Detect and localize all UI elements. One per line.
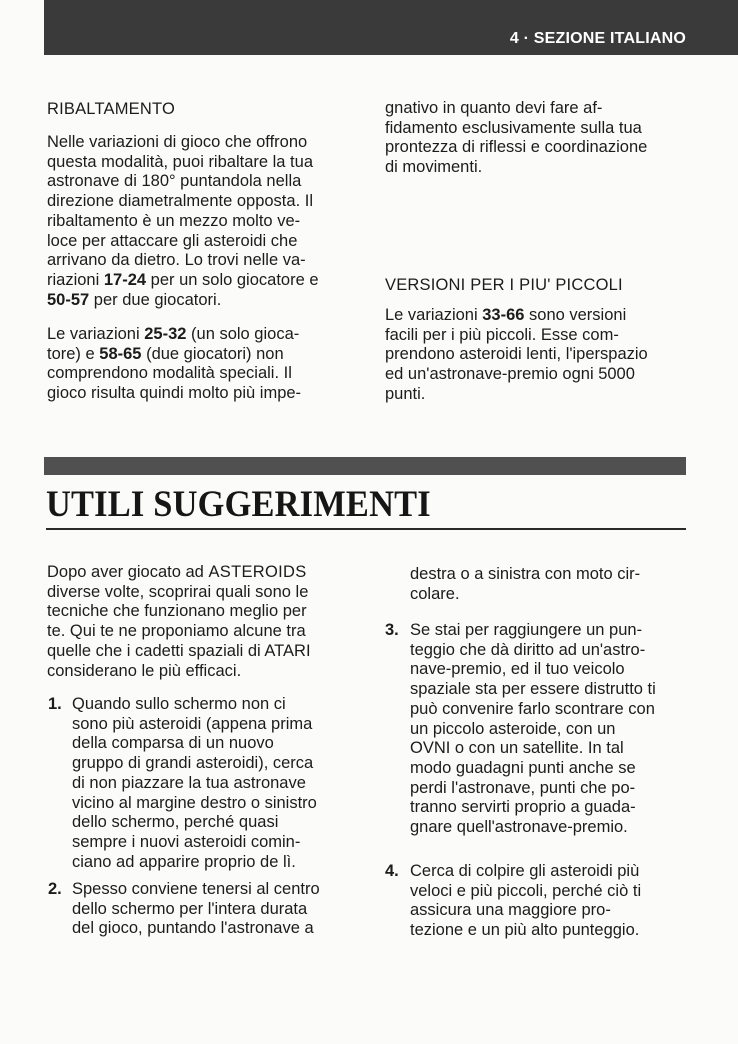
game-name: ASTEROIDS	[208, 563, 307, 581]
tip-2-continuation: destra o a sinistra con moto cir- colare.	[410, 565, 641, 603]
tip-1: Quando sullo schermo non ci sono più asteroidi (appena prima della comparsa di un nuovo gruppo di grandi asteroidi), cerca di non piazzare la tua astronave vicino al margine destro o sinistro dello schermo, perché quasi sempre i nuovi asteroidi comin- ciano ad apparire proprio de lì.	[72, 695, 317, 871]
paragraph-versioni	[385, 306, 648, 405]
text-run: Nelle variazioni di gioco che offrono questa modalità, puoi ribaltare la tua astronave di 180° puntandola nella direzione diametralmente opposta. Il ribaltamento è un mezzo molto ve- loce per attaccare gli asteroidi che arrivano da dietro. Lo trovi nelle va- riazioni	[47, 133, 313, 289]
tips-intro	[47, 563, 311, 681]
variation-range: 58-65	[99, 344, 142, 363]
paragraph-variazioni	[47, 325, 301, 404]
text-run: sono versioni facili per i più piccoli. Esse com- prendono asteroidi lenti, l'iperspazio ed un'astronave-premio ogni 5000 punti.	[385, 306, 648, 403]
list-number: 1.	[48, 695, 62, 713]
variation-range: 50-57	[47, 290, 90, 309]
variation-range: 25-32	[144, 325, 187, 343]
text-run: Dopo aver giocato ad	[47, 563, 209, 581]
text-run: per un solo giocatore e	[150, 270, 319, 289]
variation-range: 17-24	[103, 270, 147, 289]
variation-range: 33-66	[482, 306, 525, 324]
section-title: UTILI SUGGERIMENTI	[46, 484, 431, 525]
text-run: per due giocatori.	[89, 290, 222, 309]
text-run: (un solo gioca- tore) e	[47, 325, 300, 363]
tip-2: Spesso conviene tenersi al centro dello schermo per l'intera durata del gioco, puntando l'astronave a	[72, 880, 320, 938]
title-rule	[46, 528, 686, 530]
paragraph-continuation: gnativo in quanto devi fare af- fidamento esclusivamente sulla tua prontezza di riflessi e coordinazione di movimenti.	[385, 99, 648, 177]
paragraph-ribaltamento	[47, 133, 319, 310]
list-number: 3.	[385, 621, 399, 639]
text-run: Le variazioni	[385, 306, 483, 324]
heading-versioni: VERSIONI PER I PIU' PICCOLI	[385, 276, 623, 294]
list-number: 4.	[385, 862, 399, 880]
heading-ribaltamento: RIBALTAMENTO	[47, 100, 176, 118]
section-divider-band	[44, 457, 686, 475]
tip-3: Se stai per raggiungere un pun- teggio che dà diritto ad un'astro- nave-premio, ed il tuo veicolo spaziale sta per essere distrutto ti può convenire farlo scontrare con un piccolo asteroide, con un OVNI o con un satellite. In tal modo guadagni punti anche se perdi l'astronave, punti che po- tranno servirti proprio a guada- gnare quell'astronave-premio.	[410, 621, 656, 837]
text-run: Le variazioni	[47, 325, 145, 343]
text-run: diverse volte, scoprirai quali sono le tecniche che funzionano meglio per te. Qui te ne proponiamo alcune tra quelle che i cadetti spaziali di ATARI considerano le più efficaci.	[47, 582, 311, 680]
text-run: (due giocatori) non comprendono modalità speciali. Il gioco risulta quindi molto più impe-	[47, 344, 302, 403]
section-label: 4 · SEZIONE ITALIANO	[509, 30, 686, 47]
list-number: 2.	[48, 880, 62, 898]
tip-4: Cerca di colpire gli asteroidi più veloci e più piccoli, perché ciò ti assicura una maggiore pro- tezione e un più alto punteggio.	[410, 862, 642, 940]
